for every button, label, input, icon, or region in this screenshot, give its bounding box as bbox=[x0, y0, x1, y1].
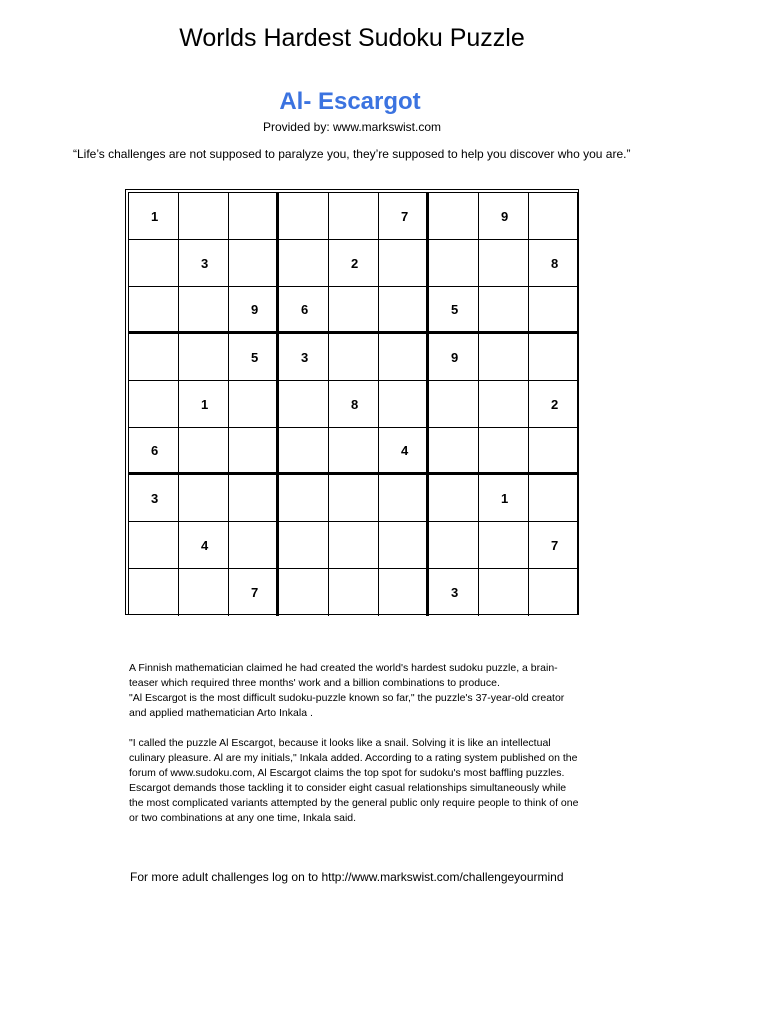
sudoku-cell-r3-c6[interactable] bbox=[379, 287, 429, 334]
sudoku-cell-r6-c1[interactable]: 6 bbox=[129, 428, 179, 475]
article-text bbox=[129, 661, 579, 826]
sudoku-cell-r5-c8[interactable] bbox=[479, 381, 529, 428]
sudoku-cell-r7-c6[interactable] bbox=[379, 475, 429, 522]
sudoku-cell-r2-c1[interactable] bbox=[129, 240, 179, 287]
sudoku-cell-r2-c4[interactable] bbox=[279, 240, 329, 287]
sudoku-board bbox=[125, 189, 579, 615]
sudoku-cell-r4-c4[interactable]: 3 bbox=[279, 334, 329, 381]
sudoku-cell-r4-c3[interactable]: 5 bbox=[229, 334, 279, 381]
sudoku-cell-r9-c7[interactable]: 3 bbox=[429, 569, 479, 616]
sudoku-cell-r6-c4[interactable] bbox=[279, 428, 329, 475]
sudoku-cell-r1-c4[interactable] bbox=[279, 193, 329, 240]
sudoku-cell-r7-c3[interactable] bbox=[229, 475, 279, 522]
sudoku-cell-r8-c1[interactable] bbox=[129, 522, 179, 569]
sudoku-cell-r3-c5[interactable] bbox=[329, 287, 379, 334]
sudoku-cell-r8-c8[interactable] bbox=[479, 522, 529, 569]
sudoku-cell-r9-c1[interactable] bbox=[129, 569, 179, 616]
page-title: Worlds Hardest Sudoku Puzzle bbox=[179, 24, 525, 52]
sudoku-cell-r5-c3[interactable] bbox=[229, 381, 279, 428]
sudoku-cell-r7-c2[interactable] bbox=[179, 475, 229, 522]
sudoku-cell-r4-c8[interactable] bbox=[479, 334, 529, 381]
sudoku-cell-r6-c5[interactable] bbox=[329, 428, 379, 475]
sudoku-cell-r7-c7[interactable] bbox=[429, 475, 479, 522]
sudoku-cell-r9-c2[interactable] bbox=[179, 569, 229, 616]
sudoku-cell-r6-c7[interactable] bbox=[429, 428, 479, 475]
sudoku-cell-r3-c1[interactable] bbox=[129, 287, 179, 334]
sudoku-cell-r8-c7[interactable] bbox=[429, 522, 479, 569]
sudoku-cell-r7-c8[interactable]: 1 bbox=[479, 475, 529, 522]
sudoku-cell-r5-c7[interactable] bbox=[429, 381, 479, 428]
sudoku-cell-r1-c9[interactable] bbox=[529, 193, 579, 240]
sudoku-cell-r3-c9[interactable] bbox=[529, 287, 579, 334]
sudoku-cell-r2-c7[interactable] bbox=[429, 240, 479, 287]
sudoku-cell-r1-c7[interactable] bbox=[429, 193, 479, 240]
sudoku-cell-r9-c5[interactable] bbox=[329, 569, 379, 616]
sudoku-cell-r1-c3[interactable] bbox=[229, 193, 279, 240]
sudoku-cell-r7-c9[interactable] bbox=[529, 475, 579, 522]
sudoku-cell-r2-c3[interactable] bbox=[229, 240, 279, 287]
sudoku-cell-r6-c3[interactable] bbox=[229, 428, 279, 475]
sudoku-cell-r9-c3[interactable]: 7 bbox=[229, 569, 279, 616]
sudoku-cell-r2-c9[interactable]: 8 bbox=[529, 240, 579, 287]
sudoku-cell-r4-c1[interactable] bbox=[129, 334, 179, 381]
sudoku-cell-r5-c2[interactable]: 1 bbox=[179, 381, 229, 428]
sudoku-cell-r5-c1[interactable] bbox=[129, 381, 179, 428]
sudoku-cell-r2-c2[interactable]: 3 bbox=[179, 240, 229, 287]
sudoku-cell-r2-c6[interactable] bbox=[379, 240, 429, 287]
sudoku-cell-r3-c2[interactable] bbox=[179, 287, 229, 334]
sudoku-cell-r7-c4[interactable] bbox=[279, 475, 329, 522]
sudoku-cell-r5-c4[interactable] bbox=[279, 381, 329, 428]
article-paragraph-2: "Al Escargot is the most difficult sudoku-puzzle known so far," the puzzle's 37-year-old creator and applied mathematician Arto Inkala . bbox=[129, 692, 565, 719]
sudoku-cell-r5-c6[interactable] bbox=[379, 381, 429, 428]
sudoku-cell-r8-c9[interactable]: 7 bbox=[529, 522, 579, 569]
sudoku-cell-r4-c6[interactable] bbox=[379, 334, 429, 381]
sudoku-cell-r6-c6[interactable]: 4 bbox=[379, 428, 429, 475]
sudoku-cell-r8-c5[interactable] bbox=[329, 522, 379, 569]
sudoku-cell-r9-c9[interactable] bbox=[529, 569, 579, 616]
puzzle-name: Al- Escargot bbox=[279, 88, 421, 115]
sudoku-cell-r1-c1[interactable]: 1 bbox=[129, 193, 179, 240]
provided-by-line: Provided by: www.markswist.com bbox=[262, 120, 442, 134]
sudoku-cell-r7-c1[interactable]: 3 bbox=[129, 475, 179, 522]
sudoku-cell-r3-c8[interactable] bbox=[479, 287, 529, 334]
sudoku-cell-r5-c5[interactable]: 8 bbox=[329, 381, 379, 428]
sudoku-cell-r9-c6[interactable] bbox=[379, 569, 429, 616]
sudoku-cell-r6-c8[interactable] bbox=[479, 428, 529, 475]
sudoku-cell-r4-c7[interactable]: 9 bbox=[429, 334, 479, 381]
sudoku-cell-r8-c3[interactable] bbox=[229, 522, 279, 569]
sudoku-cell-r4-c2[interactable] bbox=[179, 334, 229, 381]
article-paragraph-3: "I called the puzzle Al Escargot, because it looks like a snail. Solving it is like an intellectual culinary pleasure. Al are my initials," Inkala added. According to a rating system published on the forum of www.sudoku.com, Al Escargot claims the top spot for sudoku's most baffling puzzles. bbox=[129, 737, 578, 779]
sudoku-cell-r6-c9[interactable] bbox=[529, 428, 579, 475]
sudoku-cell-r3-c7[interactable]: 5 bbox=[429, 287, 479, 334]
sudoku-grid bbox=[128, 192, 578, 615]
sudoku-cell-r3-c4[interactable]: 6 bbox=[279, 287, 329, 334]
article-paragraph-4: Escargot demands those tackling it to consider eight casual relationships simultaneously while the most complicated variants attempted by the general public only require people to think of one or two combinations at any one time, Inkala said. bbox=[129, 782, 579, 824]
sudoku-cell-r1-c8[interactable]: 9 bbox=[479, 193, 529, 240]
sudoku-cell-r1-c6[interactable]: 7 bbox=[379, 193, 429, 240]
sudoku-cell-r9-c4[interactable] bbox=[279, 569, 329, 616]
article-paragraph-1: A Finnish mathematician claimed he had created the world's hardest sudoku puzzle, a brain-teaser which required three months' work and a billion combinations to produce. bbox=[129, 662, 558, 689]
sudoku-cell-r4-c5[interactable] bbox=[329, 334, 379, 381]
sudoku-cell-r3-c3[interactable]: 9 bbox=[229, 287, 279, 334]
sudoku-cell-r9-c8[interactable] bbox=[479, 569, 529, 616]
paragraph-spacer bbox=[129, 721, 579, 736]
sudoku-cell-r2-c8[interactable] bbox=[479, 240, 529, 287]
sudoku-cell-r7-c5[interactable] bbox=[329, 475, 379, 522]
sudoku-cell-r5-c9[interactable]: 2 bbox=[529, 381, 579, 428]
sudoku-cell-r2-c5[interactable]: 2 bbox=[329, 240, 379, 287]
sudoku-cell-r4-c9[interactable] bbox=[529, 334, 579, 381]
sudoku-cell-r8-c4[interactable] bbox=[279, 522, 329, 569]
quote-text: “Life’s challenges are not supposed to paralyze you, they’re supposed to help you discover who you are.” bbox=[73, 147, 631, 161]
sudoku-cell-r1-c5[interactable] bbox=[329, 193, 379, 240]
more-challenges-line: For more adult challenges log on to http://www.markswist.com/challengeyourmind bbox=[130, 870, 564, 884]
sudoku-cell-r1-c2[interactable] bbox=[179, 193, 229, 240]
sudoku-cell-r8-c6[interactable] bbox=[379, 522, 429, 569]
sudoku-cell-r6-c2[interactable] bbox=[179, 428, 229, 475]
sudoku-cell-r8-c2[interactable]: 4 bbox=[179, 522, 229, 569]
